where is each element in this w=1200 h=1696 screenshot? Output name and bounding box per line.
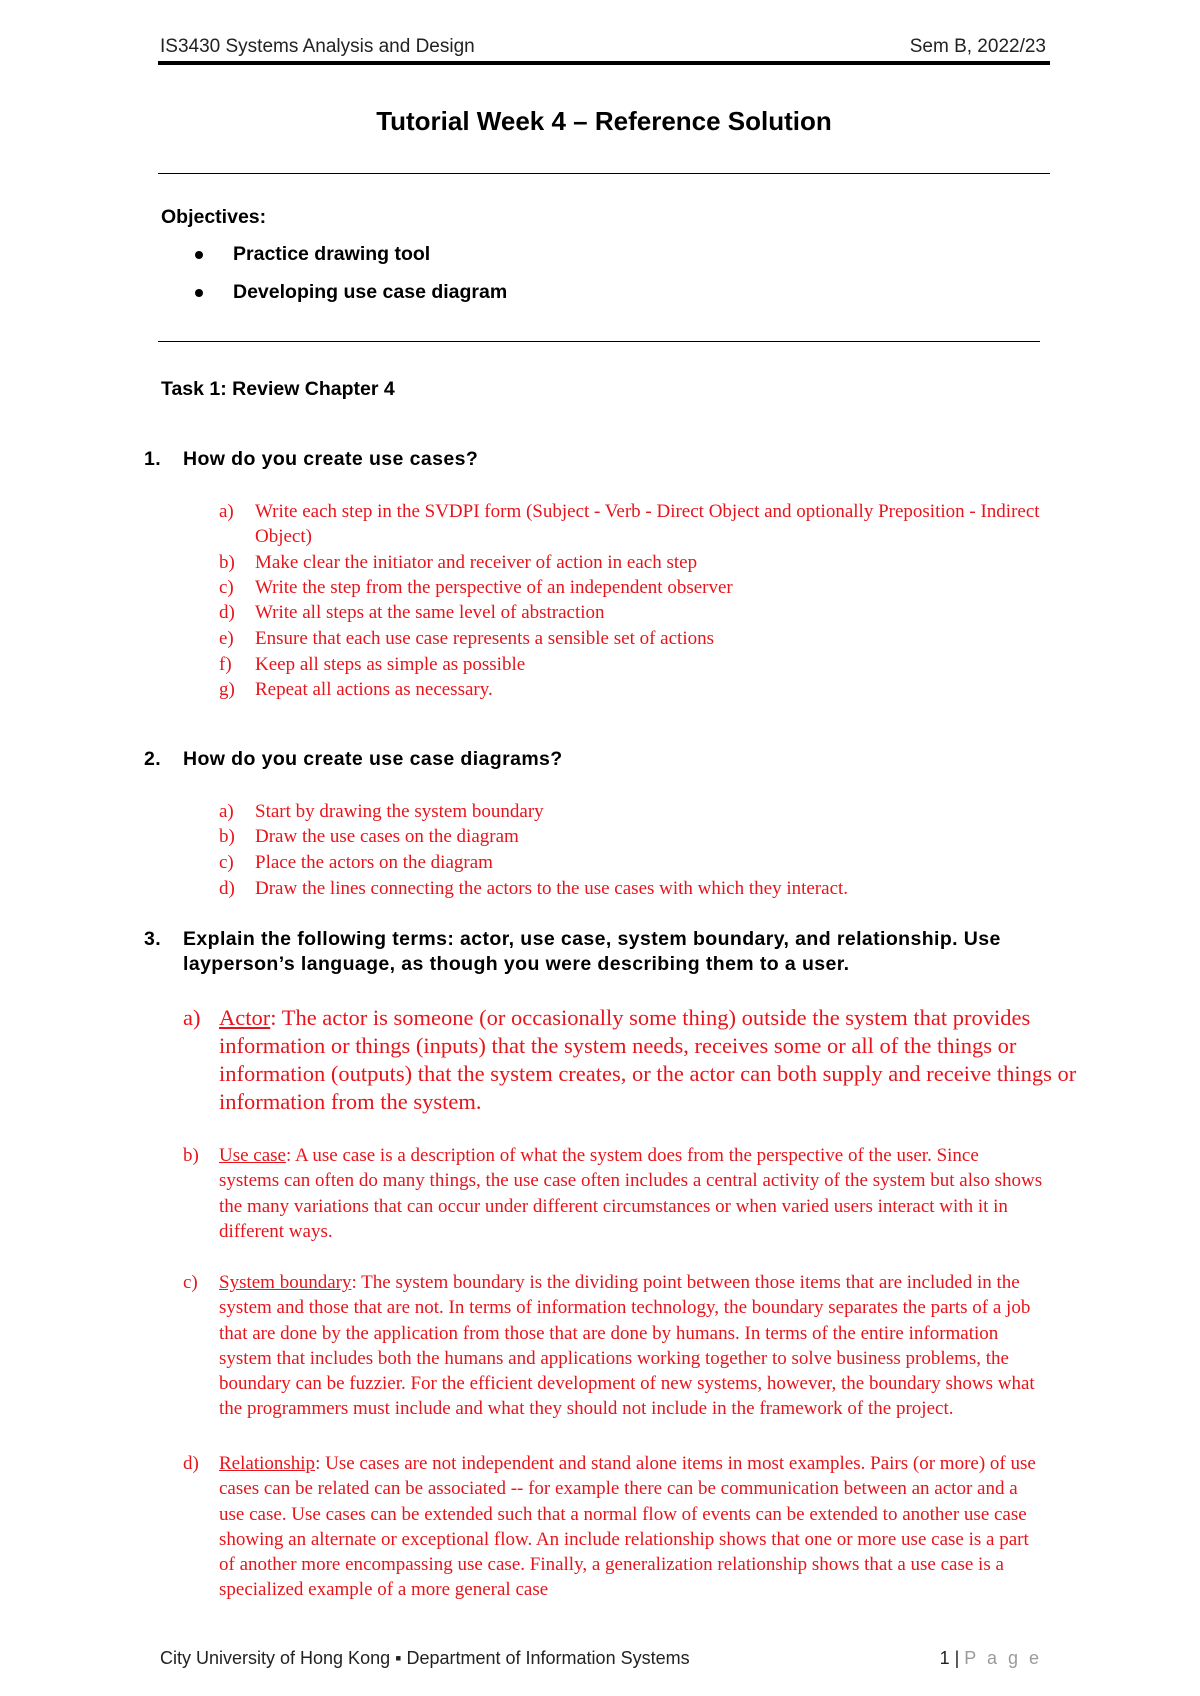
definition-marker: d)	[183, 1453, 199, 1474]
definition-text: use case. Use cases can be extended such that a normal flow of events can be extended to another use case	[219, 1503, 1027, 1525]
page-footer	[160, 1648, 1048, 1669]
definition-text: information (outputs) that the system creates, or the actor can both supply and receive things or	[219, 1061, 1077, 1086]
task-heading: Task 1: Review Chapter 4	[161, 378, 395, 400]
question-3-line: layperson’s language, as though you were describing them to a user.	[183, 953, 850, 975]
answer-text: Place the actors on the diagram	[255, 852, 493, 873]
question-number: 1.	[144, 448, 162, 470]
question-3-line: Explain the following terms: actor, use case, system boundary, and relationship. Use	[183, 928, 1001, 950]
course-name: IS3430 Systems Analysis and Design	[160, 36, 475, 57]
answer-item	[219, 850, 1119, 875]
definition-text: : A use case is a description of what the system does from the perspective of the user. Since	[286, 1145, 979, 1166]
definition-system-boundary	[219, 1270, 1179, 1422]
definition-marker: a)	[183, 1005, 201, 1030]
bullet-icon	[195, 289, 203, 297]
definition-marker: b)	[183, 1145, 199, 1166]
answer-item	[219, 499, 1179, 549]
question-number: 3.	[144, 928, 162, 950]
definition-marker: c)	[183, 1272, 198, 1293]
answer-item	[219, 600, 1119, 625]
definition-text: system and those that are not. In terms of information technology, the boundary separates the parts of a job	[219, 1297, 1031, 1319]
semester: Sem B, 2022/23	[909, 36, 1046, 57]
objective-item: Developing use case diagram	[233, 281, 508, 303]
definition-text: : The system boundary is the dividing point between those items that are included in the	[351, 1272, 1020, 1293]
definition-text: different ways.	[219, 1220, 333, 1242]
answer-text: Object)	[255, 526, 312, 547]
answer-marker: d)	[219, 602, 235, 623]
answer-text: Write the step from the perspective of an independent observer	[255, 577, 733, 598]
answer-item	[219, 550, 1119, 575]
definition-text: boundary can be fuzzier. For the efficient development of new systems, however, the boundary shows what	[219, 1373, 1035, 1395]
answer-marker: d)	[219, 878, 235, 899]
definition-text: specialized example of a more general case	[219, 1579, 549, 1601]
answer-marker: g)	[219, 679, 235, 700]
objectives-heading: Objectives:	[161, 206, 267, 228]
definition-text: the many variations that can occur under different circumstances or when varied users interact with it in	[219, 1195, 1008, 1217]
objective-item: Practice drawing tool	[233, 243, 431, 265]
answer-text: Draw the lines connecting the actors to the use cases with which they interact.	[255, 878, 849, 899]
answer-item	[219, 824, 1119, 849]
answer-text: Start by drawing the system boundary	[255, 801, 544, 822]
answer-item	[219, 626, 1119, 651]
definition-text: the programmers must include and what they should not include in the framework of the project.	[219, 1398, 954, 1420]
answer-item	[219, 575, 1119, 600]
answer-item	[219, 876, 1119, 901]
definition-text: cases can be related can be associated -- for example there can be communication between an actor and a	[219, 1478, 1018, 1500]
bullet-icon	[195, 251, 203, 259]
definition-text: of another more encompassing use case. Finally, a generalization relationship shows that a use case is a	[219, 1554, 1004, 1576]
definition-term: Use case	[219, 1145, 286, 1166]
answer-marker: f)	[219, 654, 232, 675]
answer-marker: b)	[219, 826, 235, 847]
answer-text: Make clear the initiator and receiver of action in each step	[255, 552, 698, 573]
answer-marker: a)	[219, 801, 234, 822]
answer-text: Write each step in the SVDPI form (Subject - Verb - Direct Object and optionally Preposition - Indirect	[255, 501, 1040, 522]
page-header	[160, 36, 1048, 60]
answer-item	[219, 652, 1119, 677]
definition-actor	[219, 1004, 1179, 1116]
definition-relationship	[219, 1451, 1179, 1603]
definition-text: information from the system.	[219, 1089, 482, 1114]
answer-marker: c)	[219, 577, 234, 598]
question-1-text: How do you create use cases?	[183, 448, 479, 470]
definition-text: systems can often do many things, the use case often includes a central activity of the system but also shows	[219, 1170, 1043, 1192]
page-word: P a g e	[964, 1648, 1042, 1668]
answer-item	[219, 677, 1119, 702]
page-title: Tutorial Week 4 – Reference Solution	[376, 106, 832, 136]
objectives-rule	[158, 341, 1040, 342]
answer-text: Draw the use cases on the diagram	[255, 826, 519, 847]
definition-text: that are done by the application from those that are done by humans. In terms of the entire information	[219, 1322, 999, 1344]
definition-text: : The actor is someone (or occasionally some thing) outside the system that provides	[270, 1005, 1031, 1030]
answer-text: Repeat all actions as necessary.	[255, 679, 493, 700]
definition-text: : Use cases are not independent and stand alone items in most examples. Pairs (or more) of use	[315, 1453, 1036, 1474]
question-number: 2.	[144, 748, 162, 770]
title-rule	[158, 173, 1050, 174]
answer-text: Keep all steps as simple as possible	[255, 654, 526, 675]
page-number: 1	[939, 1648, 950, 1668]
answer-marker: e)	[219, 628, 234, 649]
header-rule	[158, 61, 1050, 65]
answer-marker: b)	[219, 552, 235, 573]
definition-text: showing an alternate or exceptional flow. An include relationship shows that one or more use case is a part	[219, 1528, 1029, 1550]
definition-term: Actor	[219, 1005, 271, 1030]
answer-item	[219, 799, 1119, 824]
answer-text: Ensure that each use case represents a sensible set of actions	[255, 628, 714, 649]
answer-marker: c)	[219, 852, 234, 873]
answer-text: Write all steps at the same level of abstraction	[255, 602, 605, 623]
answer-marker: a)	[219, 501, 234, 522]
definition-use-case	[219, 1143, 1179, 1244]
page-separator: |	[949, 1648, 965, 1668]
definition-term: System boundary	[219, 1272, 352, 1293]
footer-institution: City University of Hong Kong ▪ Department of Information Systems	[160, 1648, 690, 1668]
definition-text: system that includes both the humans and applications working together to solve business problems, the	[219, 1347, 1009, 1369]
question-2-text: How do you create use case diagrams?	[183, 748, 563, 770]
definition-term: Relationship	[219, 1453, 316, 1474]
page-indicator	[940, 1648, 1042, 1669]
definition-text: information or things (inputs) that the system needs, receives some or all of the things or	[219, 1033, 1017, 1058]
